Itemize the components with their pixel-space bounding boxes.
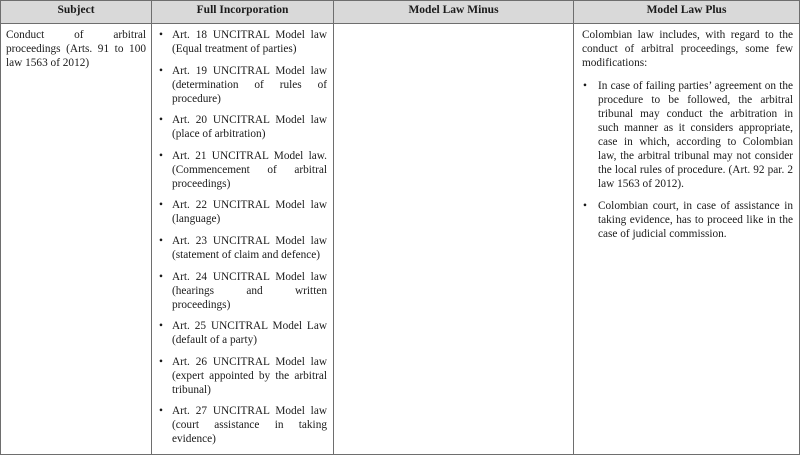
- model-law-plus-cell: [574, 24, 800, 455]
- list-item: [158, 234, 327, 262]
- list-item-text: Art. 23 UNCITRAL Model law (statement of claim and defence): [172, 234, 327, 261]
- model-law-plus-intro: Colombian law includes, with regard to the conduct of arbitral proceedings, some few modifications:: [582, 29, 793, 69]
- model-law-minus-cell: [334, 24, 574, 455]
- list-item-text: In case of failing parties’ agreement on the procedure to be followed, the arbitral tribunal may conduct the arbitration in such manner as it considers appropriate, case in which, according to Colombian law, the arbitral tribunal may not consider the local rules of procedure. (Art. 92 par. 2 law 1563 of 2012).: [598, 80, 793, 190]
- bullet: •: [159, 199, 163, 212]
- full-incorporation-cell: [152, 24, 334, 455]
- model-law-plus-list: [582, 79, 793, 241]
- full-incorporation-list: [158, 28, 327, 446]
- list-item: [158, 404, 327, 446]
- header-full-incorporation: Full Incorporation: [152, 1, 334, 24]
- list-item: [158, 28, 327, 56]
- bullet: •: [159, 405, 163, 418]
- list-item-text: Art. 26 UNCITRAL Model law (expert appointed by the arbitral tribunal): [172, 355, 327, 396]
- bullet: •: [159, 64, 163, 77]
- list-item: [158, 113, 327, 141]
- bullet: •: [159, 355, 163, 368]
- list-item-text: Art. 18 UNCITRAL Model law (Equal treatment of parties): [172, 29, 327, 55]
- list-item: [582, 199, 793, 241]
- subject-cell: Conduct of arbitral proceedings (Arts. 91 to 100 law 1563 of 2012): [1, 24, 152, 455]
- list-item-text: Art. 24 UNCITRAL Model law (hearings and written proceedings): [172, 270, 327, 311]
- header-model-law-plus: Model Law Plus: [574, 1, 800, 24]
- list-item: [158, 64, 327, 106]
- bullet: •: [159, 270, 163, 283]
- bullet: •: [583, 200, 587, 212]
- bullet: •: [159, 29, 163, 41]
- list-item: [158, 355, 327, 397]
- list-item-text: Art. 20 UNCITRAL Model law (place of arbitration): [172, 114, 327, 141]
- list-item-text: Art. 22 UNCITRAL Model law (language): [172, 199, 327, 226]
- list-item: [158, 319, 327, 347]
- list-item: [158, 270, 327, 312]
- list-item: [158, 198, 327, 226]
- list-item-text: Art. 25 UNCITRAL Model Law (default of a party): [172, 320, 327, 347]
- bullet: •: [159, 149, 163, 162]
- header-subject: Subject: [1, 1, 152, 24]
- header-model-law-minus: Model Law Minus: [334, 1, 574, 24]
- list-item: [158, 149, 327, 191]
- header-row: [1, 1, 800, 24]
- bullet: •: [159, 234, 163, 247]
- list-item-text: Colombian court, in case of assistance in taking evidence, has to proceed like in the case of judicial commission.: [598, 200, 793, 240]
- list-item-text: Art. 19 UNCITRAL Model law (determination of rules of procedure): [172, 64, 327, 105]
- bullet: •: [159, 114, 163, 127]
- bullet: •: [159, 320, 163, 333]
- bullet: •: [583, 80, 587, 92]
- list-item: [582, 79, 793, 191]
- list-item-text: Art. 27 UNCITRAL Model law (court assistance in taking evidence): [172, 405, 327, 446]
- list-item-text: Art. 21 UNCITRAL Model law. (Commencement of arbitral proceedings): [172, 149, 327, 190]
- table-row: [1, 24, 800, 455]
